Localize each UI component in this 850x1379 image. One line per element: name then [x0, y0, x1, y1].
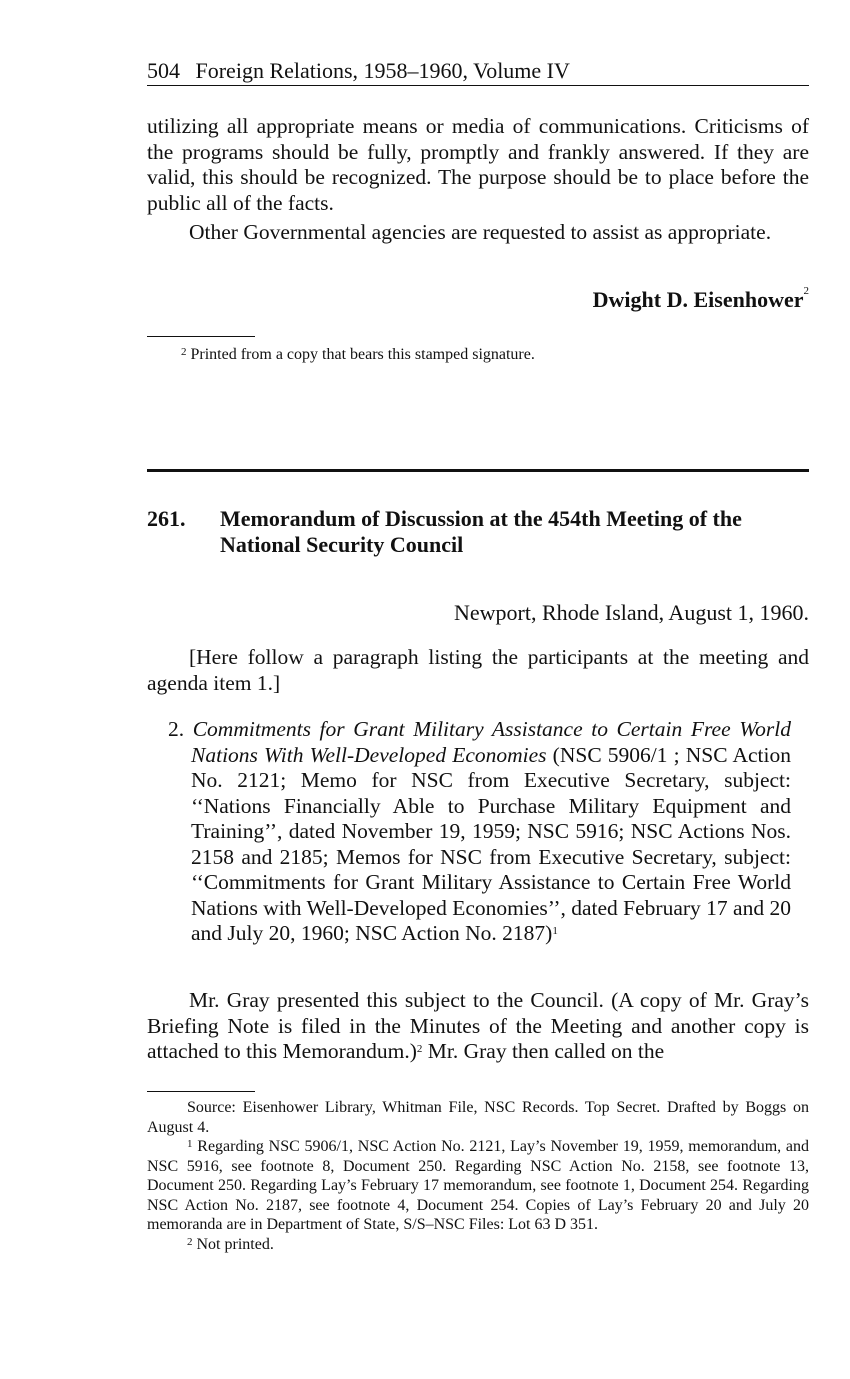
footnote-2 [147, 1235, 809, 1255]
agenda-item [147, 717, 809, 947]
footnote-text: Not printed. [196, 1235, 274, 1253]
footnote-text: Regarding NSC 5906/1, NSC Action No. 2121, Lay’s November 19, 1959, memorandum, and NSC 5916, see footnote 8, Document 250. Regarding NSC Action No. 2158, see footnote 13, Document 250. Regarding Lay’s February 17 memorandum, see footnote 1, Document 254. Regarding NSC Action No. 2187, see footnote 4, Document 254. Copies of Lay’s February 20 and July 20 memoranda are in Department of State, S/S–NSC Files: Lot 63 D 351. [147, 1138, 810, 1233]
footnote-ref: 2 [803, 285, 809, 297]
footnote-rule [147, 1091, 255, 1092]
signature [593, 287, 809, 313]
footnote-ref: 2 [416, 1043, 423, 1055]
agenda-item-number: 2. [168, 717, 185, 741]
signature-name: Dwight D. Eisenhower [592, 287, 804, 312]
agencies-paragraph: Other Governmental agencies are requested to assist as appropriate. [189, 220, 772, 244]
editorial-note: [Here follow a paragraph listing the participants at the meeting and agenda item 1.] [147, 645, 809, 695]
discussion-paragraph [147, 988, 809, 1065]
footnote-marker: 2 [181, 346, 187, 358]
agenda-item-title: Commitments for Grant Military Assistance to Certain Free World Nations With Well-Developed Economies [191, 717, 791, 767]
footnote-text: Printed from a copy that bears this stamped signature. [190, 346, 535, 363]
discussion-text: Mr. Gray presented this subject to the Council. (A copy of Mr. Gray’s Briefing Note is filed in the Minutes of the Meeting and another copy is attached to this Memorandum.) [147, 988, 809, 1063]
footnote-ref: 1 [552, 925, 558, 937]
footnote-1 [147, 1137, 809, 1235]
source-note: Source: Eisenhower Library, Whitman File, NSC Records. Top Secret. Drafted by Boggs on August 4. [147, 1099, 809, 1136]
page-number: 504 [147, 58, 180, 83]
running-header [147, 58, 809, 86]
footnotes [147, 1098, 809, 1254]
agenda-item-references: (NSC 5906/1 ; NSC Action No. 2121; Memo for NSC from Executive Secretary, subject: ‘‘Nations Financially Able to Purchase Military Equipment and Training’’, dated November 19, 1959; NSC 5916; NSC Actions Nos. 2158 and 2185; Memos for NSC from Executive Secretary, subject: ‘‘Commitments for Grant Military Assistance to Certain Free World Nations with Well-Developed Economies’’, dated February 17 and 20 and July 20, 1960; NSC Action No. 2187) [191, 742, 791, 945]
volume-title: Foreign Relations, 1958–1960, Volume IV [195, 58, 570, 83]
footnote-marker: 1 [187, 1138, 193, 1150]
document-number: 261. [147, 506, 186, 531]
footnote-stamped-signature [181, 345, 809, 365]
discussion-text-continued: Mr. Gray then called on the [422, 1039, 665, 1063]
footnote-marker: 2 [187, 1235, 193, 1248]
agenda-item-text [168, 717, 791, 947]
continuation-paragraph: utilizing all appropriate means or media of communications. Criticisms of the programs should be fully, promptly and frankly answered. If they are valid, this should be recognized. The purpose should be to place before the public all of the facts. [147, 114, 809, 215]
document-title: Memorandum of Discussion at the 454th Meeting of the National Security Council [220, 506, 742, 557]
dateline: Newport, Rhode Island, August 1, 1960. [453, 600, 809, 625]
footnote-rule [147, 336, 255, 337]
section-divider [147, 469, 809, 472]
